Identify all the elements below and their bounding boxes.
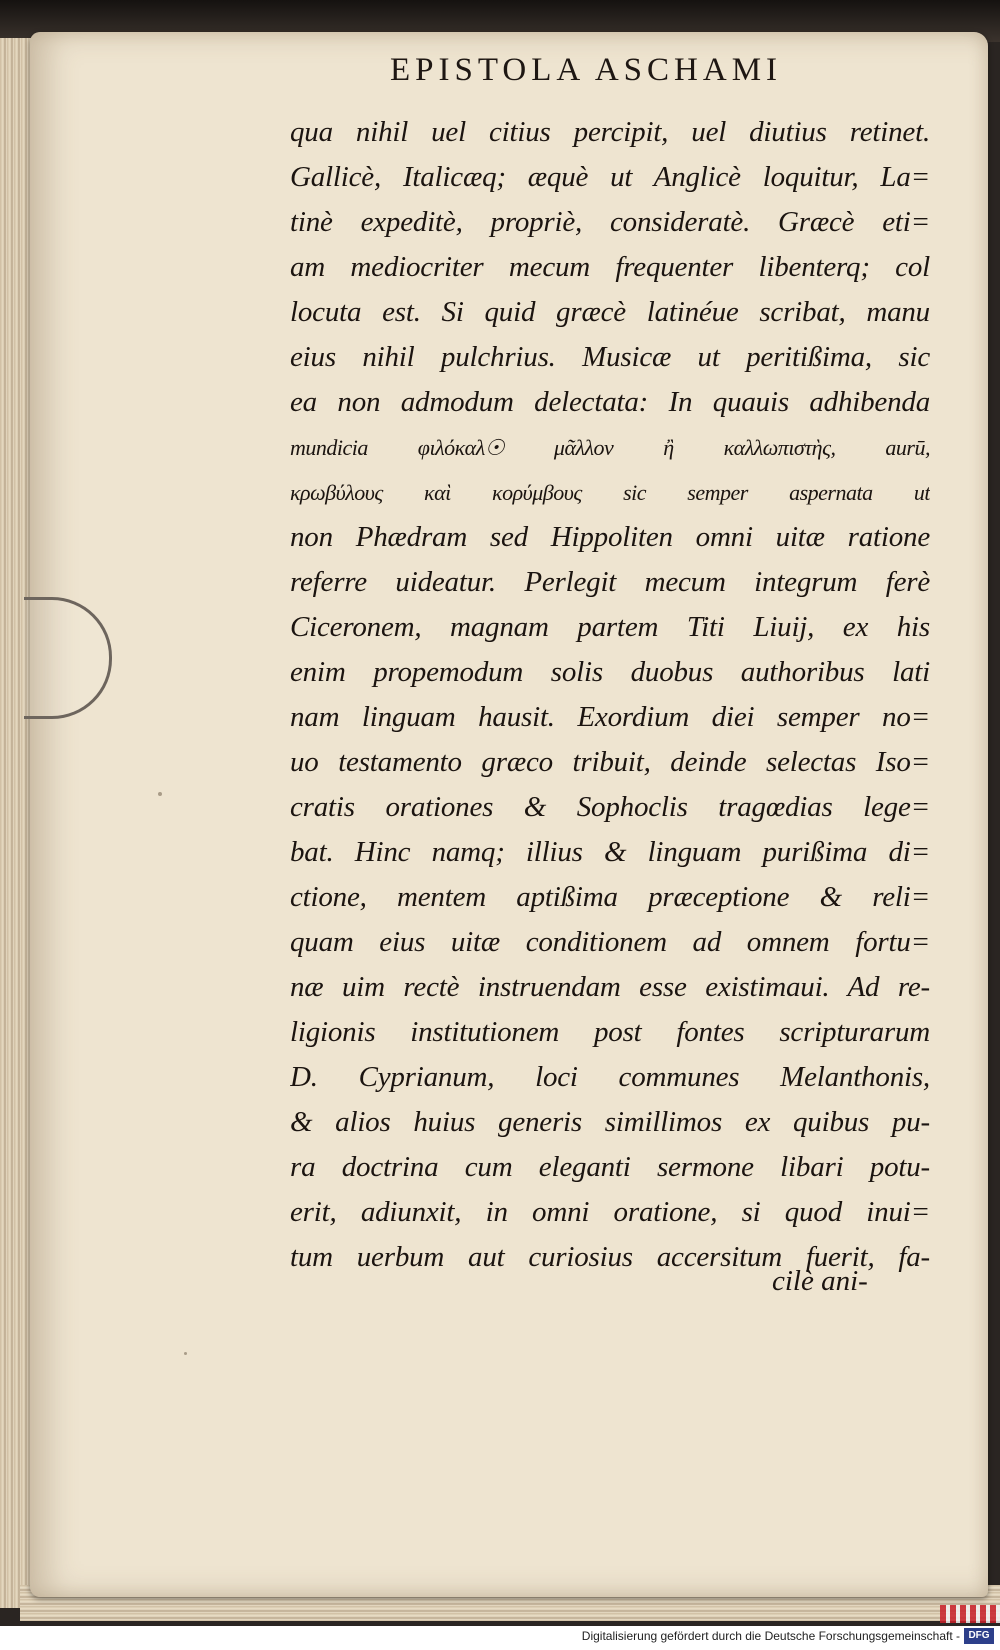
page-speck: [184, 1352, 187, 1355]
text-line: referre uideatur. Perlegit mecum integrum ferè: [290, 566, 930, 598]
text-line: Ciceronem, magnam partem Titi Liuij, ex his: [290, 611, 930, 643]
text-line: ligionis institutionem post fontes scripturarum: [290, 1016, 930, 1048]
footer-credit: Digitalisierung gefördert durch die Deutsche Forschungsgemeinschaft -: [581, 1629, 960, 1643]
text-line: ra doctrina cum eleganti sermone libari potu-: [290, 1151, 930, 1183]
catchword: cilè ani-: [772, 1265, 868, 1297]
text-line: locuta est. Si quid græcè latinéue scribat, manu: [290, 296, 930, 328]
text-line: tum uerbum aut curiosius accersitum fuerit, fa-: [290, 1241, 930, 1273]
dfg-logo: DFG: [964, 1628, 994, 1644]
text-line: eius nihil pulchrius. Musicæ ut peritißima, sic: [290, 341, 930, 373]
text-line: bat. Hinc namq; illius & linguam purißima di=: [290, 836, 930, 868]
text-line: erit, adiunxit, in omni oratione, si quod inui=: [290, 1196, 930, 1228]
text-line: quam eius uitæ conditionem ad omnem fortu=: [290, 926, 930, 958]
bookmark-ribbon: [940, 1605, 1000, 1623]
text-line: nam linguam hausit. Exordium diei semper no=: [290, 701, 930, 733]
text-line: mundicia φιλόκαλ☉ μᾶλλον ἢ καλλωπιστὴς, aurū,: [290, 435, 930, 460]
text-line: non Phædram sed Hippoliten omni uitæ ratione: [290, 521, 930, 553]
text-line: cratis orationes & Sophoclis tragœdias lege=: [290, 791, 930, 823]
text-line: enim propemodum solis duobus authoribus lati: [290, 656, 930, 688]
text-line: D. Cyprianum, loci communes Melanthonis,: [290, 1061, 930, 1093]
text-line: am mediocriter mecum frequenter libenterq; col: [290, 251, 930, 283]
text-line: qua nihil uel citius percipit, uel diutius retinet.: [290, 116, 930, 148]
page-speck: [158, 792, 162, 796]
running-head: EPISTOLA ASCHAMI: [390, 52, 783, 88]
text-line: Gallicè, Italicæq; æquè ut Anglicè loquitur, La=: [290, 161, 930, 193]
text-line: tinè expeditè, propriè, consideratè. Græcè eti=: [290, 206, 930, 238]
text-line: κρωβύλους καὶ κορύμβους sic semper aspernata ut: [290, 480, 930, 505]
text-line: & alios huius generis simillimos ex quibus pu-: [290, 1106, 930, 1138]
text-line: uo testamento græco tribuit, deinde selectas Iso=: [290, 746, 930, 778]
page-clip: [24, 597, 112, 719]
text-line: næ uim rectè instruendam esse existimaui. Ad re-: [290, 971, 930, 1003]
text-block: [290, 110, 930, 1280]
text-line: ea non admodum delectata: In quauis adhibenda: [290, 386, 930, 418]
text-line: ctione, mentem aptißima præceptione & reli=: [290, 881, 930, 913]
